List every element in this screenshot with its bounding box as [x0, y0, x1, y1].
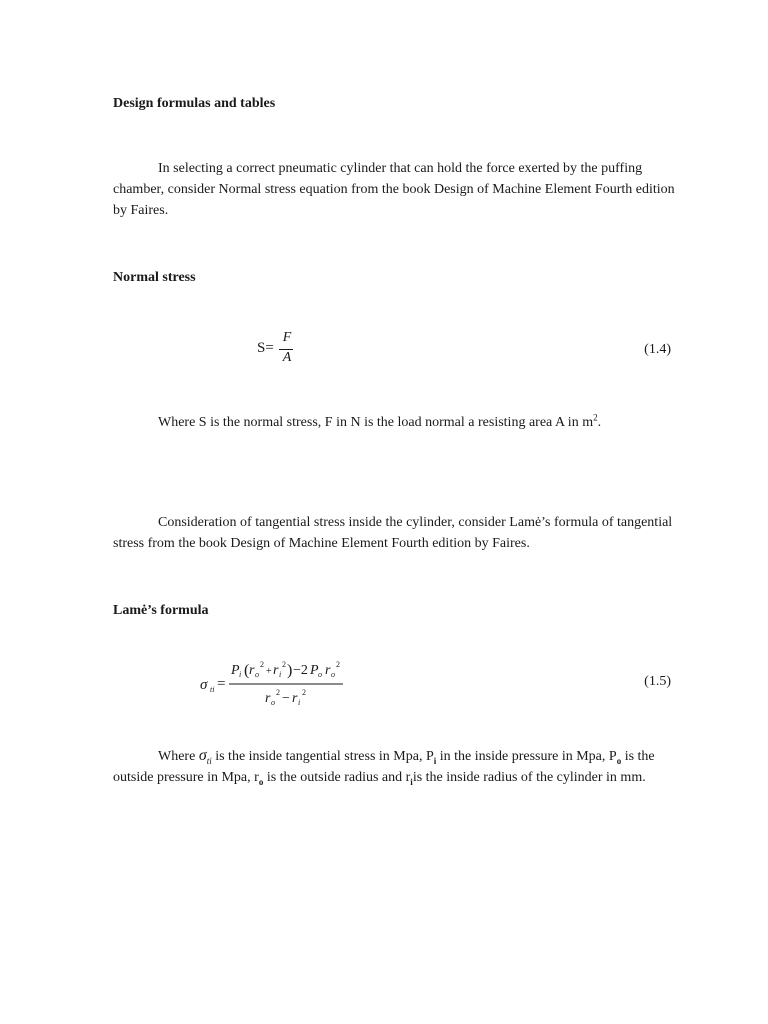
ri-subscript: i [410, 776, 413, 787]
svg-text:2: 2 [260, 660, 264, 669]
svg-text:2: 2 [276, 688, 280, 697]
svg-text:2: 2 [336, 660, 340, 669]
svg-text:r: r [265, 691, 271, 706]
tangential-paragraph: Consideration of tangential stress inside the cylinder, consider Lamė’s formula of tangential stress from the book Design of Machine Element Fourth edition by Faires. [113, 515, 673, 551]
equation-1-4 [113, 330, 685, 370]
lame-definition-part1: is the inside tangential stress in Mpa, P [211, 749, 434, 764]
normal-stress-heading: Normal stress [113, 270, 196, 285]
svg-text:o: o [255, 670, 259, 679]
eq-1-5-numerator [230, 660, 340, 679]
eq-1-5-denominator [265, 688, 306, 707]
lame-definition-part2: in the inside pressure in Mpa, P [436, 749, 617, 764]
lame-definition-part5: is the inside radius of the cylinder in mm. [412, 770, 646, 785]
normal-stress-definition [113, 412, 685, 433]
lame-definition-part3: is the outside pressure in Mpa, r [113, 749, 655, 785]
svg-text:o: o [271, 698, 275, 707]
pi-subscript: i [433, 755, 437, 766]
lame-heading: Lamė’s formula [113, 603, 209, 618]
svg-text:r: r [325, 663, 331, 678]
po-subscript: o [616, 755, 622, 766]
eq-1-4-numerator: F [282, 330, 292, 345]
sigma-subscript: ti [206, 755, 212, 766]
eq-1-5-sigma: σ [200, 677, 208, 693]
svg-text:i: i [279, 670, 282, 679]
svg-text:): ) [287, 662, 293, 679]
intro-paragraph: In selecting a correct pneumatic cylinder that can hold the force exerted by the puffing chamber, consider Normal stress equation from the book Design of Machine Element Fourth edition by Faires. [113, 161, 675, 218]
lame-definition [113, 745, 685, 788]
normal-stress-definition-end: . [597, 415, 602, 430]
eq-1-5-equals: = [217, 676, 226, 692]
eq-1-4-lhs: S= [257, 340, 274, 356]
lame-definition-part4: is the outside radius and r [263, 770, 411, 785]
svg-text:2: 2 [302, 688, 306, 697]
svg-text:r: r [249, 663, 255, 678]
equation-1-5 [113, 655, 685, 711]
svg-text:o: o [331, 670, 335, 679]
svg-text:i: i [298, 698, 301, 707]
eq-1-4-number: (1.4) [644, 342, 671, 357]
eq-1-5-sigma-sub: ti [210, 685, 215, 694]
ro-subscript: o [258, 776, 264, 787]
svg-text:r: r [292, 691, 298, 706]
svg-text:i: i [239, 670, 242, 679]
svg-text:o: o [318, 670, 322, 679]
sigma-symbol: σ [198, 747, 207, 764]
svg-text:(: ( [244, 662, 250, 679]
m-squared-superscript: 2 [593, 412, 598, 423]
lame-formula-graphic [193, 655, 453, 711]
svg-text:P: P [231, 663, 240, 678]
page-title: Design formulas and tables [113, 96, 276, 111]
normal-stress-definition-text: Where S is the normal stress, F in N is the load normal a resisting area A in m [158, 415, 594, 430]
svg-text:2: 2 [282, 660, 286, 669]
svg-text:+: + [266, 666, 272, 677]
svg-text:−2: −2 [293, 663, 308, 678]
svg-text:P: P [310, 663, 319, 678]
lame-definition-lead: Where [158, 749, 196, 764]
svg-text:r: r [273, 663, 279, 678]
svg-text:−: − [282, 691, 290, 706]
eq-1-5-number: (1.5) [644, 674, 671, 689]
eq-1-4-denominator: A [282, 350, 292, 365]
